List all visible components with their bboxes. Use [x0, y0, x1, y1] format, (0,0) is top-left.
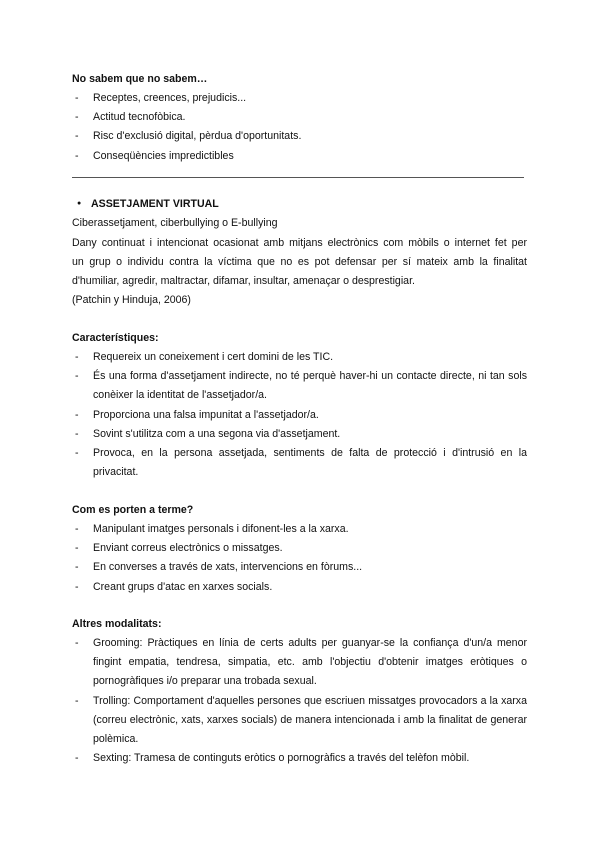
- definition-line-1: Dany continuat i intencionat ocasionat amb mitjans electrònics com mòbils o internet fet per: [72, 237, 527, 249]
- list-altres-modalitats: [72, 634, 527, 768]
- horizontal-divider: [72, 177, 524, 178]
- list-item: - Receptes, creences, prejudicis...: [72, 89, 527, 108]
- list-item: - Requereix un coneixement i cert domini de les TIC.: [72, 348, 527, 367]
- list-item: - Provoca, en la persona assetjada, sentiments de falta de protecció i d'intrusió en la privacitat.: [72, 444, 527, 482]
- list-caracteristiques: [72, 348, 527, 482]
- list-item: - Conseqüències impredictibles: [72, 147, 527, 166]
- list-item: - Risc d'exclusió digital, pèrdua d'oportunitats.: [72, 127, 527, 146]
- list-item: - És una forma d'assetjament indirecte, no té perquè haver-hi un contacte directe, ni tan sols conèixer la identitat de l'assetjador/a.: [72, 367, 527, 405]
- synonyms-text: Ciberassetjament, ciberbullying o E-bullying: [72, 217, 278, 229]
- bullet-heading-assetjament: ● ASSETJAMENT VIRTUAL: [91, 197, 219, 211]
- list-item: - Manipulant imatges personals i difonent-les a la xarxa.: [72, 520, 527, 539]
- list-com-es-porten: [72, 520, 527, 597]
- list-item: - Proporciona una falsa impunitat a l'assetjador/a.: [72, 406, 527, 425]
- section-heading-altres-modalitats: Altres modalitats:: [72, 618, 162, 630]
- list-item: - En converses a través de xats, intervencions en fòrums...: [72, 558, 527, 577]
- list-item: - Trolling: Comportament d'aquelles persones que escriuen missatges provocadors a la xarxa (correu electrònic, xats, xarxes socials) de manera intencionada i amb la finalitat de generar polèmica.: [72, 692, 527, 750]
- list-item: - Grooming: Pràctiques en línia de certs adults per guanyar-se la confiança d'un/a menor fingint empatia, tendresa, simpatia, etc. amb l'objectiu d'obtenir imatges eròtiques o pornogràfiques i/o preparar una trobada sexual.: [72, 634, 527, 692]
- section-heading-com-es-porten: Com es porten a terme?: [72, 504, 194, 516]
- definition-line-3: d'humiliar, agredir, maltractar, difamar, insultar, amenaçar o desprestigiar.: [72, 275, 415, 287]
- list-item: - Sexting: Tramesa de continguts eròtics o pornogràfics a través del telèfon mòbil.: [72, 749, 527, 768]
- list-item: - Enviant correus electrònics o missatges.: [72, 539, 527, 558]
- list-item: - Sovint s'utilitza com a una segona via d'assetjament.: [72, 425, 527, 444]
- citation: (Patchin y Hinduja, 2006): [72, 294, 191, 306]
- section-heading-no-sabem: No sabem que no sabem…: [72, 73, 208, 85]
- section-heading-caracteristiques: Característiques:: [72, 332, 159, 344]
- list-item: - Creant grups d'atac en xarxes socials.: [72, 578, 527, 597]
- definition-line-2: un grup o individu contra la víctima que no es pot defensar per sí mateix amb la finalitat: [72, 256, 527, 268]
- list-no-sabem: [72, 89, 527, 166]
- list-item: - Actitud tecnofòbica.: [72, 108, 527, 127]
